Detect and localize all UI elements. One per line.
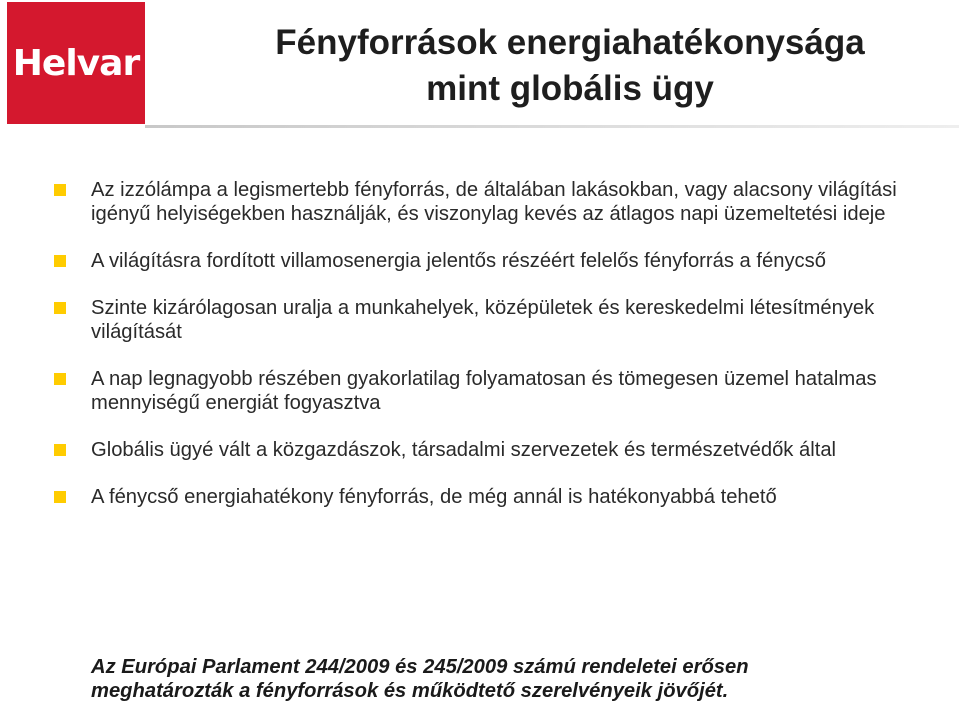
- note-line-2: meghatározták a fényforrások és működtető szerelvényeik jövőjét.: [91, 680, 729, 702]
- bullet-list: [54, 178, 956, 509]
- bullet-square-icon: [54, 491, 66, 503]
- bullet-text: A fénycső energiahatékony fényforrás, de még annál is hatékonyabbá tehető: [91, 486, 777, 508]
- bullet-text: Globális ügyé vált a közgazdászok, társadalmi szervezetek és természetvédők által: [91, 439, 837, 461]
- helvar-logo: [7, 2, 145, 124]
- regulation-note: [91, 655, 956, 703]
- bullet-text: A világításra fordított villamosenergia jelentős részéért felelős fényforrás a fénycső: [91, 250, 826, 272]
- header-divider: [145, 125, 959, 128]
- bullet-text: Szinte kizárólagosan uralja a munkahelyek, középületek és kereskedelmi létesítmények világítását: [91, 297, 875, 343]
- bullet-item: [54, 367, 956, 415]
- bullet-item: [54, 296, 956, 344]
- bullet-item: [54, 249, 956, 273]
- bullet-item: [54, 438, 956, 462]
- title-line-1: Fényforrások energiahatékonysága: [275, 23, 865, 62]
- title-line-2: mint globális ügy: [426, 69, 714, 108]
- bullet-text: A nap legnagyobb részében gyakorlatilag folyamatosan és tömegesen üzemel hatalmas mennyiségű energiát fogyasztva: [91, 368, 877, 414]
- bullet-square-icon: [54, 373, 66, 385]
- page-title: [190, 20, 950, 112]
- bullet-square-icon: [54, 302, 66, 314]
- bullet-item: [54, 178, 956, 226]
- bullet-text: Az izzólámpa a legismertebb fényforrás, de általában lakásokban, vagy alacsony világítási igényű helyiségekben használják, és viszonylag kevés az átlagos napi üzemeltetési ideje: [91, 179, 897, 225]
- note-line-1: Az Európai Parlament 244/2009 és 245/2009 számú rendeletei erősen: [91, 656, 749, 678]
- logo-text: Helvar: [12, 42, 140, 84]
- bullet-square-icon: [54, 444, 66, 456]
- bullet-square-icon: [54, 184, 66, 196]
- bullet-square-icon: [54, 255, 66, 267]
- bullet-item: [54, 485, 956, 509]
